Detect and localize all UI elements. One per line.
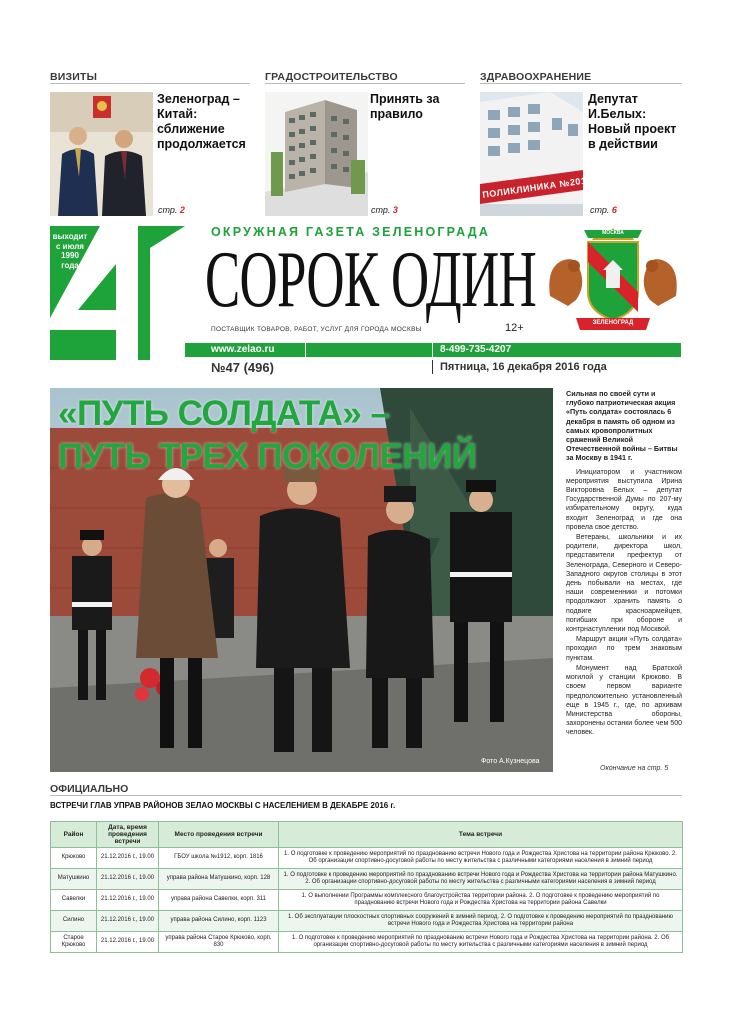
table-row xyxy=(51,848,683,869)
cell-datetime: 21.12.2016 г., 19.00 xyxy=(97,932,159,953)
bar-divider xyxy=(305,343,306,357)
main-headline[interactable]: «ПУТЬ СОЛДАТА» – ПУТЬ ТРЕХ ПОКОЛЕНИЙ xyxy=(58,394,477,476)
cell-datetime: 21.12.2016 г., 19.00 xyxy=(97,848,159,869)
cell-place: управа района Матушкино, корп. 128 xyxy=(159,869,279,890)
bar-divider xyxy=(432,343,433,357)
section-rule xyxy=(50,83,250,84)
cell-topic: 1. О подготовке к проведению мероприятий по празднованию встречи Нового года и Рождества Христова на территории района Крюково. 2. Об организации спортивно-досуговой работы по месту жительства с различными категориями населения в зимний период xyxy=(279,848,683,869)
header-topic: Тема встречи xyxy=(279,822,683,848)
meetings-title: ВСТРЕЧИ ГЛАВ УПРАВ РАЙОНОВ ЗЕЛАО МОСКВЫ С НАСЕЛЕНИЕМ В ДЕКАБРЕ 2016 г. xyxy=(50,801,396,810)
newspaper-title[interactable]: СОРОК ОДИН xyxy=(205,236,537,324)
clinic-sign-text: ПОЛИКЛИНИКА №201 xyxy=(481,175,587,200)
issue-date: Пятница, 16 декабря 2016 года xyxy=(440,361,607,373)
table-row xyxy=(51,890,683,911)
story-lead: Сильная по своей сути и глубоко патриотическая акция «Путь солдата» состоялась 6 декабря в память об одном из самых кровопролитных сражений Великой Отечественной войны – Битвы за Москву в 1941 г. xyxy=(566,389,678,463)
phone-number[interactable]: 8-499-735-4207 xyxy=(440,344,512,355)
header-district: Район xyxy=(51,822,97,848)
table-row xyxy=(51,869,683,890)
photo-credit: Фото А.Кузнецова xyxy=(481,758,540,765)
header-place: Место проведения встречи xyxy=(159,822,279,848)
date-divider xyxy=(432,360,433,374)
cell-place: управа района Савелки, корп. 311 xyxy=(159,890,279,911)
cell-datetime: 21.12.2016 г., 19.00 xyxy=(97,911,159,932)
cell-district: Матушкино xyxy=(51,869,97,890)
cell-district: Старое Крюково xyxy=(51,932,97,953)
section-label-urban: ГРАДОСТРОИТЕЛЬСТВО xyxy=(265,71,398,83)
age-rating: 12+ xyxy=(505,322,524,334)
coat-of-arms-icon xyxy=(546,226,680,336)
cell-place: ГБОУ школа №1912, корп. 1816 xyxy=(159,848,279,869)
cell-topic: 1. Об эксплуатации плоскостных спортивных сооружений в зимний период. 2. О подготовке к проведению мероприятий по празднованию встречи Нового года и Рождества Христова на территории района xyxy=(279,911,683,932)
story-paragraph: Инициатором и участником мероприятия выступила Ирина Викторовна Белых – депутат Государственной Думы по 207-му избирательному округу, куда входит Зеленоград и где она провела свое детство. xyxy=(566,468,682,531)
cell-district: Крюково xyxy=(51,848,97,869)
teaser-photo-visit[interactable] xyxy=(50,92,153,216)
story-paragraph: Маршрут акции «Путь солдата» проходил по трем знаковым пунктам. xyxy=(566,636,682,662)
cell-topic: 1. О выполнении Программы комплексного благоустройства территории района. 2. О подготовке к проведению мероприятий по празднованию встречи Нового года и Рождества Христова на территории района Савелки xyxy=(279,890,683,911)
header-datetime: Дата, время проведения встречи xyxy=(97,822,159,848)
story-paragraph: Монумент над Братской могилой у станции Крюково. В своем первом варианте предположительно установленный еще в 1945 г., где, по архивам Министерства обороны, захоронены останки более чем 500 человек. xyxy=(566,664,682,737)
teaser-photo-building[interactable] xyxy=(265,92,368,216)
coat-top-label: МОСКВА xyxy=(602,230,624,236)
cell-datetime: 21.12.2016 г., 19.00 xyxy=(97,890,159,911)
section-rule xyxy=(480,83,682,84)
section-label-health: ЗДРАВООХРАНЕНИЕ xyxy=(480,71,592,83)
coat-bottom-label: ЗЕЛЕНОГРАД xyxy=(592,320,634,326)
teaser-page-ref[interactable]: стр. 3 xyxy=(371,205,398,215)
table-row xyxy=(51,911,683,932)
cell-topic: 1. О подготовке к проведению мероприятий по празднованию встречи Нового года и Рождества Христова на территории района. 2. Об организации спортивно-досуговой работы по месту жительства с различными категориями населения в зимний период xyxy=(279,932,683,953)
table-row xyxy=(51,932,683,953)
section-rule xyxy=(50,795,682,796)
newspaper-tagline: ПОСТАВЩИК ТОВАРОВ, РАБОТ, УСЛУГ ДЛЯ ГОРОДА МОСКВЫ xyxy=(211,326,422,333)
cell-place: управа района Силино, корп. 1123 xyxy=(159,911,279,932)
cell-topic: 1. О подготовке к проведению мероприятий по празднованию встречи Нового года и Рождества Христова на территории района Матушкино. 2. Об организации спортивно-досуговой работы по месту жительства с различными категориями населения в зимний период xyxy=(279,869,683,890)
table-header-row xyxy=(51,822,683,848)
main-story-text xyxy=(566,389,682,739)
continued-link[interactable]: Окончание на стр. 5 xyxy=(600,765,669,772)
cell-district: Савелки xyxy=(51,890,97,911)
section-rule xyxy=(265,83,465,84)
cell-datetime: 21.12.2016 г., 19.00 xyxy=(97,869,159,890)
issue-number: №47 (496) xyxy=(211,360,274,375)
since-label: выходит с июля 1990 года xyxy=(52,232,88,270)
logo-41[interactable] xyxy=(50,226,185,360)
teaser-headline-building[interactable]: Принять за правило xyxy=(370,92,440,121)
teaser-headline-visit[interactable]: Зеленоград – Китай: сближение продолжается xyxy=(157,92,246,151)
section-label-official: ОФИЦИАЛЬНО xyxy=(50,783,129,795)
teaser-headline-clinic[interactable]: Депутат И.Белых: Новый проект в действии xyxy=(588,92,677,151)
cell-district: Силино xyxy=(51,911,97,932)
meetings-table xyxy=(50,821,683,953)
website-link[interactable]: www.zelao.ru xyxy=(211,344,275,355)
newspaper-subtitle: ОКРУЖНАЯ ГАЗЕТА ЗЕЛЕНОГРАДА xyxy=(211,225,491,239)
section-label-visits: ВИЗИТЫ xyxy=(50,71,98,83)
story-paragraph: Ветераны, школьники и их родители, директора школ, представители префектур от Зеленограда, Северного и Северо-Западного округов столицы в этот день побывали на местах, где наши современники и потомки продолжают хранить память о подвиге красноармейцев, погибших при обороне и контрнаступлении под Москвой. xyxy=(566,534,682,634)
teaser-page-ref[interactable]: стр. 6 xyxy=(590,205,617,215)
cell-place: управа района Старое Крюково, корп. 830 xyxy=(159,932,279,953)
teaser-page-ref[interactable]: стр. 2 xyxy=(158,205,185,215)
